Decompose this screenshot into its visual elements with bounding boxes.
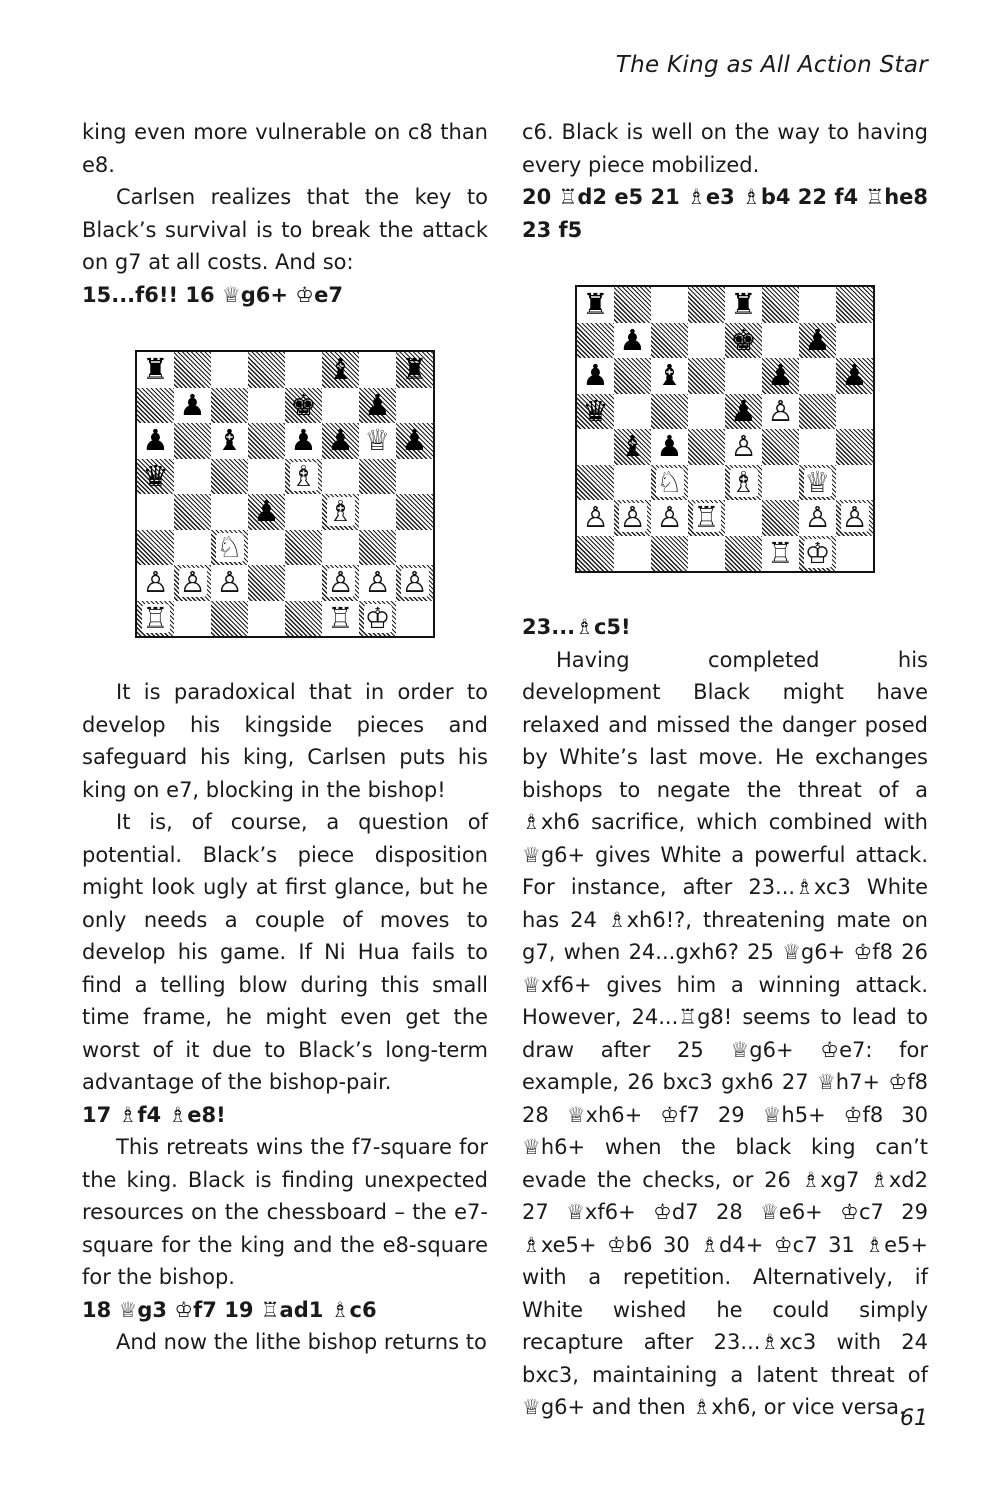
- chessboard: [577, 287, 873, 571]
- board-square: [836, 358, 873, 394]
- black-pawn-icon: ♟: [656, 429, 683, 464]
- board-square: [359, 352, 396, 388]
- board-square: [651, 536, 688, 572]
- white-pawn-icon: ♙: [841, 500, 868, 535]
- board-square: [322, 494, 359, 530]
- paragraph: Carlsen realizes that the key to Black’s survival is to break the attack on g7 at all costs. And so:: [82, 185, 488, 274]
- white-pawn-icon: ♙: [364, 565, 391, 600]
- board-square: [799, 536, 836, 572]
- board-square: [577, 287, 614, 323]
- board-square: [285, 565, 322, 601]
- white-bishop-icon: ♗: [327, 494, 354, 529]
- paragraph: It is paradoxical that in order to develop his kingside pieces and safeguard his king, Carlsen puts his king on e7, blocking in the bishop!: [82, 680, 488, 802]
- black-pawn-icon: ♟: [582, 358, 609, 393]
- board-square: [322, 352, 359, 388]
- black-bishop-icon: ♝: [327, 352, 354, 387]
- black-king-icon: ♚: [290, 387, 317, 422]
- board-square: [211, 601, 248, 637]
- board-square: [614, 323, 651, 359]
- white-pawn-icon: ♙: [804, 500, 831, 535]
- white-knight-icon: ♘: [216, 529, 243, 564]
- board-square: [174, 530, 211, 566]
- move-line: 18 ♕g3 ♔f7 19 ♖ad1 ♗c6: [82, 1297, 377, 1322]
- page-number: 61: [900, 1406, 928, 1431]
- board-square: [322, 601, 359, 637]
- board-square: [174, 459, 211, 495]
- board-square: [614, 394, 651, 430]
- board-square: [137, 565, 174, 601]
- board-square: [577, 429, 614, 465]
- board-square: [396, 530, 433, 566]
- move-line: 23...♗c5!: [522, 615, 631, 639]
- board-square: [285, 601, 322, 637]
- board-square: [688, 323, 725, 359]
- board-square: [248, 388, 285, 424]
- black-pawn-icon: ♟: [327, 423, 354, 458]
- board-square: [137, 459, 174, 495]
- board-square: [211, 459, 248, 495]
- board-square: [836, 394, 873, 430]
- board-square: [725, 465, 762, 501]
- board-square: [248, 352, 285, 388]
- board-square: [762, 429, 799, 465]
- black-rook-icon: ♜: [730, 287, 757, 322]
- board-square: [248, 494, 285, 530]
- white-pawn-icon: ♙: [767, 393, 794, 428]
- white-king-icon: ♔: [364, 600, 391, 635]
- white-pawn-icon: ♙: [142, 565, 169, 600]
- right-column: [522, 116, 928, 1424]
- board-square: [799, 287, 836, 323]
- black-pawn-icon: ♟: [179, 387, 206, 422]
- board-square: [285, 388, 322, 424]
- board-square: [322, 530, 359, 566]
- board-square: [614, 536, 651, 572]
- board-square: [359, 530, 396, 566]
- board-square: [688, 429, 725, 465]
- black-rook-icon: ♜: [142, 352, 169, 387]
- board-square: [836, 465, 873, 501]
- white-bishop-icon: ♗: [730, 464, 757, 499]
- board-square: [762, 323, 799, 359]
- paragraph: c6. Black is well on the way to having every piece mobilized.: [522, 120, 928, 177]
- board-square: [174, 423, 211, 459]
- board-square: [396, 494, 433, 530]
- black-queen-icon: ♛: [142, 458, 169, 493]
- black-king-icon: ♚: [730, 322, 757, 357]
- board-square: [799, 500, 836, 536]
- board-square: [285, 459, 322, 495]
- board-square: [614, 500, 651, 536]
- board-square: [174, 565, 211, 601]
- board-square: [174, 352, 211, 388]
- move-line: 15...f6!! 16 ♕g6+ ♔e7: [82, 282, 343, 307]
- board-square: [577, 323, 614, 359]
- board-square: [688, 394, 725, 430]
- board-square: [396, 388, 433, 424]
- white-rook-icon: ♖: [767, 535, 794, 570]
- black-queen-icon: ♛: [582, 393, 609, 428]
- board-square: [725, 323, 762, 359]
- board-square: [396, 601, 433, 637]
- board-square: [651, 500, 688, 536]
- board-square: [688, 358, 725, 394]
- board-square: [577, 536, 614, 572]
- board-square: [762, 394, 799, 430]
- board-square: [137, 388, 174, 424]
- board-square: [285, 494, 322, 530]
- board-square: [762, 358, 799, 394]
- black-pawn-icon: ♟: [290, 423, 317, 458]
- board-square: [725, 500, 762, 536]
- move-line: 17 ♗f4 ♗e8!: [82, 1102, 226, 1127]
- board-square: [799, 429, 836, 465]
- board-square: [799, 358, 836, 394]
- board-square: [762, 536, 799, 572]
- black-pawn-icon: ♟: [364, 387, 391, 422]
- board-square: [211, 565, 248, 601]
- board-square: [174, 494, 211, 530]
- paragraph: king even more vulnerable on c8 than e8.: [82, 120, 488, 177]
- board-square: [725, 287, 762, 323]
- board-square: [211, 388, 248, 424]
- board-square: [836, 536, 873, 572]
- board-square: [614, 465, 651, 501]
- chess-diagram-2: [575, 285, 875, 573]
- board-square: [248, 530, 285, 566]
- board-square: [359, 459, 396, 495]
- board-square: [799, 394, 836, 430]
- board-square: [322, 423, 359, 459]
- board-square: [211, 530, 248, 566]
- white-pawn-icon: ♙: [179, 565, 206, 600]
- black-rook-icon: ♜: [582, 287, 609, 322]
- board-square: [651, 429, 688, 465]
- board-square: [137, 352, 174, 388]
- black-pawn-icon: ♟: [767, 358, 794, 393]
- board-square: [359, 494, 396, 530]
- board-square: [359, 601, 396, 637]
- board-square: [762, 500, 799, 536]
- board-square: [651, 465, 688, 501]
- black-pawn-icon: ♟: [253, 494, 280, 529]
- left-column: [82, 116, 488, 1359]
- white-pawn-icon: ♙: [327, 565, 354, 600]
- board-square: [762, 465, 799, 501]
- board-square: [577, 500, 614, 536]
- board-square: [725, 536, 762, 572]
- board-square: [614, 429, 651, 465]
- white-queen-icon: ♕: [364, 423, 391, 458]
- board-square: [285, 423, 322, 459]
- white-pawn-icon: ♙: [216, 565, 243, 600]
- black-bishop-icon: ♝: [619, 429, 646, 464]
- white-bishop-icon: ♗: [290, 458, 317, 493]
- board-square: [614, 358, 651, 394]
- board-square: [725, 429, 762, 465]
- board-square: [836, 287, 873, 323]
- board-square: [799, 465, 836, 501]
- board-square: [577, 465, 614, 501]
- board-square: [174, 601, 211, 637]
- move-line: 20 ♖d2 e5 21 ♗e3 ♗b4 22 f4 ♖he8 23 f5: [522, 185, 929, 242]
- black-pawn-icon: ♟: [619, 322, 646, 357]
- board-square: [651, 394, 688, 430]
- black-pawn-icon: ♟: [142, 423, 169, 458]
- paragraph: It is, of course, a question of potential. Black’s piece disposition might look ugly at first glance, but he only needs a couple of moves to develop his game. If Ni Hua fails to find a telling blow during this small time frame, he might even get the worst of it due to Black’s long-term advantage of the bishop-pair.: [82, 810, 488, 1094]
- black-pawn-icon: ♟: [804, 322, 831, 357]
- paragraph: Having completed his development Black might have relaxed and missed the danger posed by White’s last move. He exchanges bishops to negate the threat of a ♗xh6 sacrifice, which combined with ♕g6+ gives White a powerful attack. For instance, after 23...♗xc3 White has 24 ♗xh6!?, threatening mate on g7, when 24...gxh6? 25 ♕g6+ ♔f8 26 ♕xf6+ gives him a winning attack. However, 24...♖g8! seems to lead to draw after 25 ♕g6+ ♔e7: for example, 26 bxc3 gxh6 27 ♕h7+ ♔f8 28 ♕xh6+ ♔f7 29 ♕h5+ ♔f8 30 ♕h6+ when the black king can’t evade the checks, or 26 ♗xg7 ♗xd2 27 ♕xf6+ ♔d7 28 ♕e6+ ♔c7 29 ♗xe5+ ♔b6 30 ♗d4+ ♔c7 31 ♗e5+ with a repetition. Alternatively, if White wished he could simply recapture after 23...♗xc3 with 24 bxc3, maintaining a latent threat of ♕g6+ and then ♗xh6, or vice versa.: [522, 647, 928, 1419]
- board-square: [359, 423, 396, 459]
- white-rook-icon: ♖: [142, 600, 169, 635]
- white-pawn-icon: ♙: [619, 500, 646, 535]
- board-square: [359, 388, 396, 424]
- board-square: [836, 429, 873, 465]
- white-pawn-icon: ♙: [401, 565, 428, 600]
- paragraph: And now the lithe bishop returns to: [116, 1330, 487, 1354]
- white-knight-icon: ♘: [656, 464, 683, 499]
- board-square: [725, 358, 762, 394]
- board-square: [248, 565, 285, 601]
- board-square: [651, 358, 688, 394]
- white-pawn-icon: ♙: [730, 429, 757, 464]
- board-square: [285, 530, 322, 566]
- board-square: [688, 465, 725, 501]
- board-square: [614, 287, 651, 323]
- board-square: [248, 423, 285, 459]
- chessboard: [137, 352, 433, 636]
- white-rook-icon: ♖: [693, 500, 720, 535]
- board-square: [248, 459, 285, 495]
- black-bishop-icon: ♝: [656, 358, 683, 393]
- board-square: [285, 352, 322, 388]
- board-square: [137, 601, 174, 637]
- board-square: [651, 287, 688, 323]
- board-square: [322, 459, 359, 495]
- chess-diagram-1: [135, 350, 435, 638]
- running-head: The King as All Action Star: [615, 52, 928, 78]
- board-square: [396, 352, 433, 388]
- board-square: [836, 500, 873, 536]
- black-bishop-icon: ♝: [216, 423, 243, 458]
- black-pawn-icon: ♟: [401, 423, 428, 458]
- white-rook-icon: ♖: [327, 600, 354, 635]
- board-square: [688, 287, 725, 323]
- board-square: [137, 530, 174, 566]
- board-square: [322, 388, 359, 424]
- board-square: [137, 423, 174, 459]
- board-square: [688, 536, 725, 572]
- board-square: [577, 394, 614, 430]
- black-rook-icon: ♜: [401, 352, 428, 387]
- board-square: [762, 287, 799, 323]
- board-square: [248, 601, 285, 637]
- white-pawn-icon: ♙: [656, 500, 683, 535]
- board-square: [577, 358, 614, 394]
- board-square: [211, 352, 248, 388]
- white-pawn-icon: ♙: [582, 500, 609, 535]
- board-square: [211, 423, 248, 459]
- paragraph: This retreats wins the f7-square for the king. Black is finding unexpected resources on the chessboard – the e7-square for the king and the e8-square for the bishop.: [82, 1135, 488, 1289]
- board-square: [137, 494, 174, 530]
- white-queen-icon: ♕: [804, 464, 831, 499]
- board-square: [174, 388, 211, 424]
- board-square: [396, 423, 433, 459]
- board-square: [396, 565, 433, 601]
- board-square: [688, 500, 725, 536]
- board-square: [836, 323, 873, 359]
- board-square: [359, 565, 396, 601]
- black-pawn-icon: ♟: [730, 393, 757, 428]
- white-king-icon: ♔: [804, 535, 831, 570]
- board-square: [396, 459, 433, 495]
- board-square: [211, 494, 248, 530]
- board-square: [322, 565, 359, 601]
- board-square: [651, 323, 688, 359]
- black-pawn-icon: ♟: [841, 358, 868, 393]
- board-square: [725, 394, 762, 430]
- board-square: [799, 323, 836, 359]
